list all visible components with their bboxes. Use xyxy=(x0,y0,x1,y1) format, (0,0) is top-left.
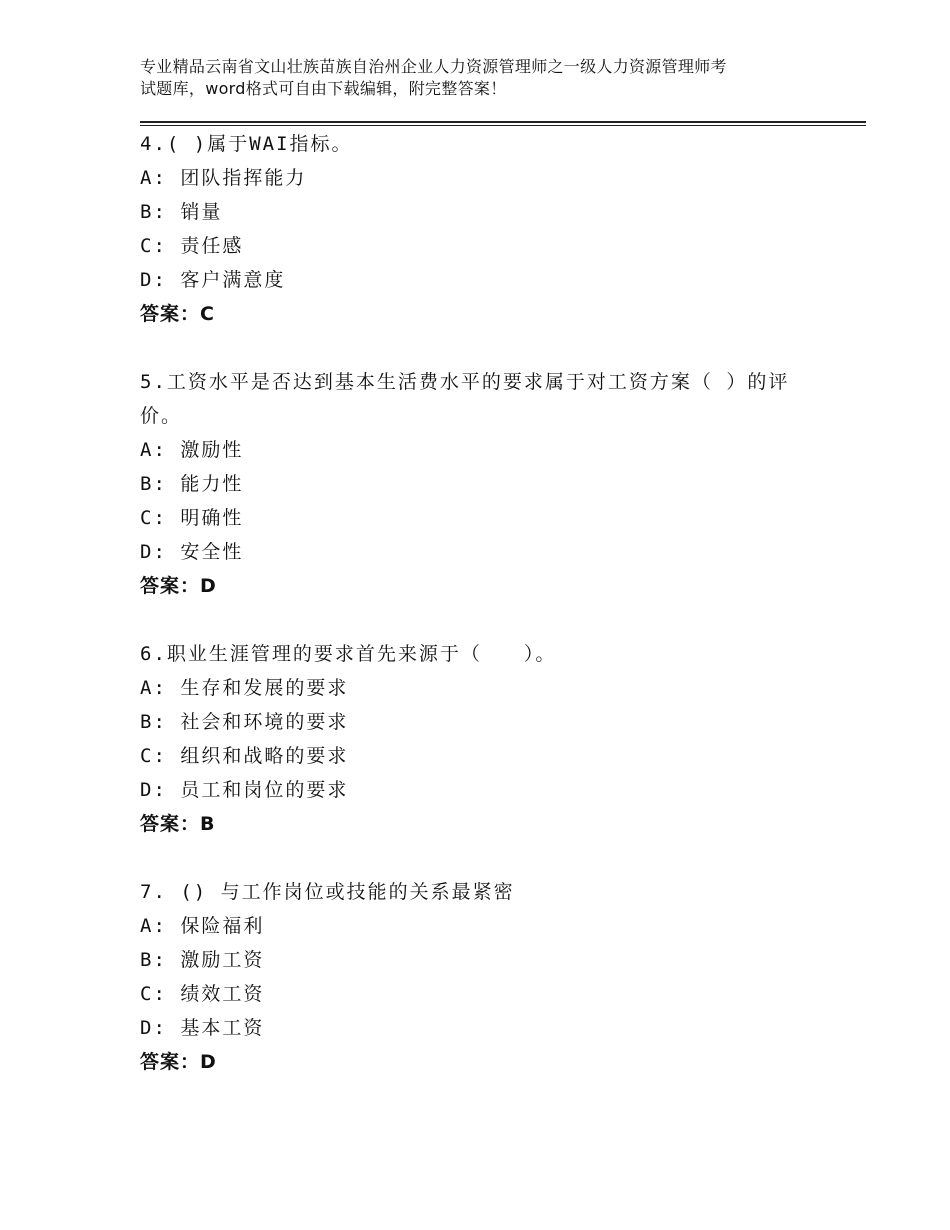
header-line-2: 试题库，word格式可自由下载编辑，附完整答案！ xyxy=(140,79,507,98)
option-a: A: 团队指挥能力 xyxy=(140,167,307,189)
option-b: B: 激励工资 xyxy=(140,949,265,971)
question-4 xyxy=(140,127,820,331)
option-c: C: 明确性 xyxy=(140,507,244,529)
answer-line: 答案：D xyxy=(140,575,217,597)
option-c: C: 组织和战略的要求 xyxy=(140,745,349,767)
option-b: B: 社会和环境的要求 xyxy=(140,711,349,733)
option-a: A: 生存和发展的要求 xyxy=(140,677,349,699)
option-c: C: 绩效工资 xyxy=(140,983,265,1005)
header-divider-thin xyxy=(140,125,866,126)
question-list xyxy=(140,127,820,1113)
option-d: D: 基本工资 xyxy=(140,1017,265,1039)
header-divider-thick xyxy=(140,121,866,123)
header-line-1: 专业精品云南省文山壮族苗族自治州企业人力资源管理师之一级人力资源管理师考 xyxy=(140,57,727,76)
option-a: A: 激励性 xyxy=(140,439,244,461)
question-stem: 5.工资水平是否达到基本生活费水平的要求属于对工资方案（ ）的评价。 xyxy=(140,371,790,427)
option-a: A: 保险福利 xyxy=(140,915,265,937)
document-header xyxy=(140,56,840,100)
question-stem: 6.职业生涯管理的要求首先来源于（ ）。 xyxy=(140,643,557,665)
option-d: D: 安全性 xyxy=(140,541,244,563)
question-5 xyxy=(140,365,820,603)
answer-line: 答案：D xyxy=(140,1051,217,1073)
question-6 xyxy=(140,637,820,841)
option-d: D: 客户满意度 xyxy=(140,269,286,291)
option-d: D: 员工和岗位的要求 xyxy=(140,779,349,801)
option-b: B: 能力性 xyxy=(140,473,244,495)
answer-line: 答案：C xyxy=(140,303,215,325)
question-7 xyxy=(140,875,820,1079)
question-stem: 4.( )属于WAI指标。 xyxy=(140,133,353,155)
answer-line: 答案：B xyxy=(140,813,216,835)
option-b: B: 销量 xyxy=(140,201,223,223)
question-stem: 7. () 与工作岗位或技能的关系最紧密 xyxy=(140,881,515,903)
option-c: C: 责任感 xyxy=(140,235,244,257)
